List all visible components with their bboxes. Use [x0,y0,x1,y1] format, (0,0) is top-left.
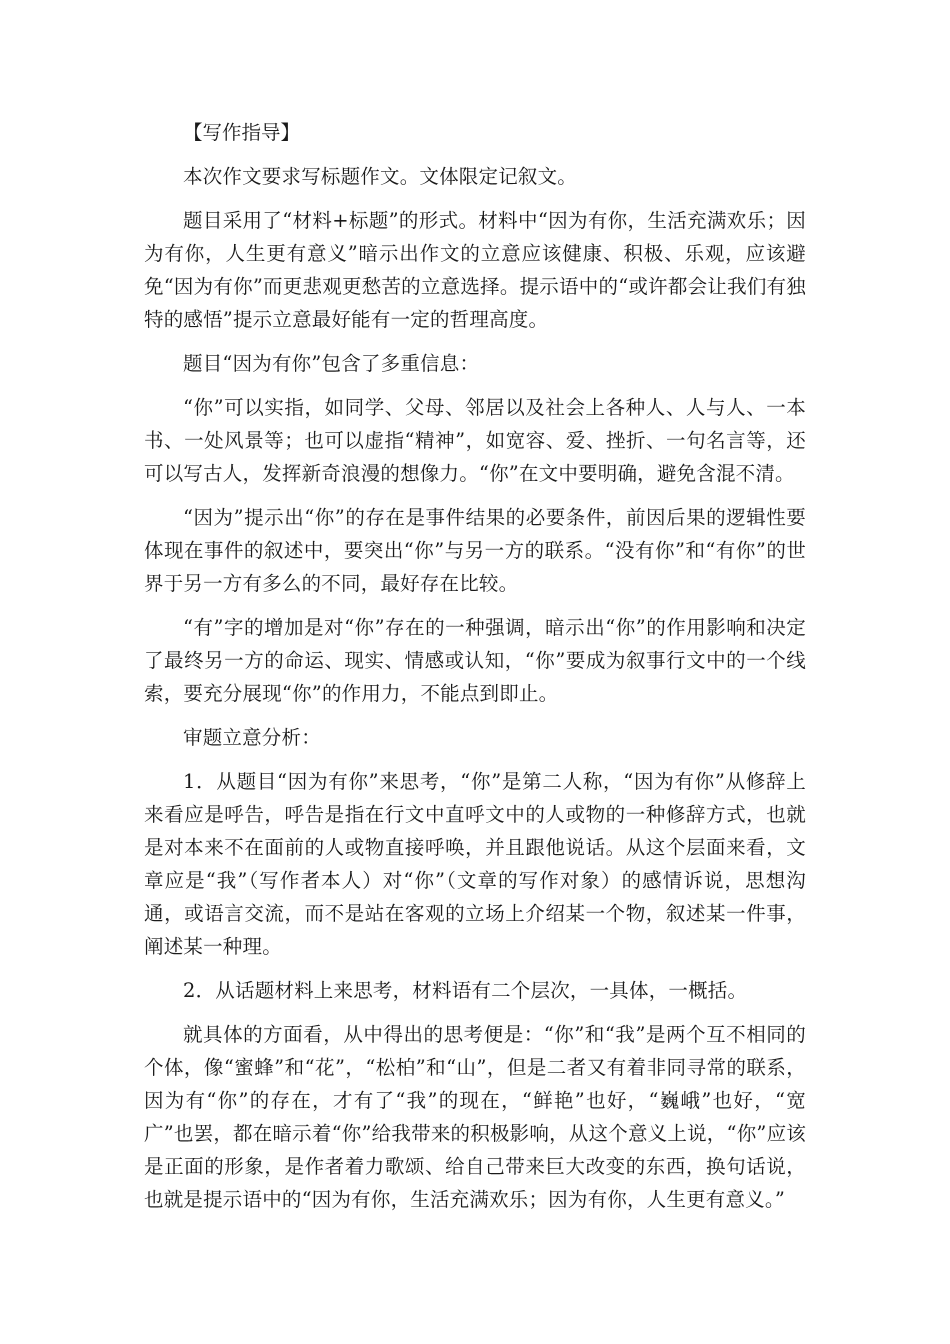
paragraph-point-1: 1．从题目“因为有你”来思考，“你”是第二人称，“因为有你”从修辞上来看应是呼告，呼告是指在行文中直呼文中的人或物的一种修辞方式，也就是对本来不在面前的人或物直接呼唤，并且跟他说话。从这个层面来看，文章应是“我”（写作者本人）对“你”（文章的写作对象）的感情诉说，思想沟通，或语言交流，而不是站在客观的立场上介绍某一个物，叙述某一件事，阐述某一种理。 [144,770,806,958]
paragraph-you-meaning: “你”可以实指，如同学、父母、邻居以及社会上各种人、人与人、一本书、一处风景等；也可以虚指“精神”，如宽容、爱、挫折、一句名言等，还可以写古人，发挥新奇浪漫的想像力。“你”在文中要明确，避免含混不清。 [144,396,806,485]
paragraph-concrete-aspect: 就具体的方面看，从中得出的思考便是：“你”和“我”是两个互不相同的个体，像“蜜蜂”和“花”，“松柏”和“山”，但是二者又有着非同寻常的联系，因为有“你”的存在，才有了“我”的现在，“鲜艳”也好，“巍峨”也好，“宽广”也罢，都在暗示着“你”给我带来的积极影响，从这个意义上说，“你”应该是正面的形象，是作者着力歌颂、给自己带来巨大改变的东西，换句话说，也就是提示语中的“因为有你，生活充满欢乐；因为有你，人生更有意义。” [144,1023,806,1211]
document-page [144,116,806,1227]
section-heading: 【写作指导】 [183,121,301,144]
paragraph-material-analysis: 题目采用了“材料+标题”的形式。材料中“因为有你，生活充满欢乐；因为有你，人生更有意义”暗示出作文的立意应该健康、积极、乐观，应该避免“因为有你”而更悲观更愁苦的立意选择。提示语中的“或许都会让我们有独特的感悟”提示立意最好能有一定的哲理高度。 [144,209,806,331]
paragraph-have-meaning: “有”字的增加是对“你”存在的一种强调，暗示出“你”的作用影响和决定了最终另一方的命运、现实、情感或认知，“你”要成为叙事行文中的一个线索，要充分展现“你”的作用力，不能点到即止。 [144,616,806,705]
paragraph-point-2: 2．从话题材料上来思考，材料语有二个层次，一具体，一概括。 [183,979,748,1002]
paragraph-requirement: 本次作文要求写标题作文。文体限定记叙文。 [183,165,578,188]
paragraph-because-meaning: “因为”提示出“你”的存在是事件结果的必要条件，前因后果的逻辑性要体现在事件的叙述中，要突出“你”与另一方的联系。“没有你”和“有你”的世界于另一方有多么的不同，最好存在比较。 [144,506,806,595]
paragraph-analysis-heading: 审题立意分析： [183,726,321,749]
paragraph-title-info: 题目“因为有你”包含了多重信息： [183,352,480,375]
